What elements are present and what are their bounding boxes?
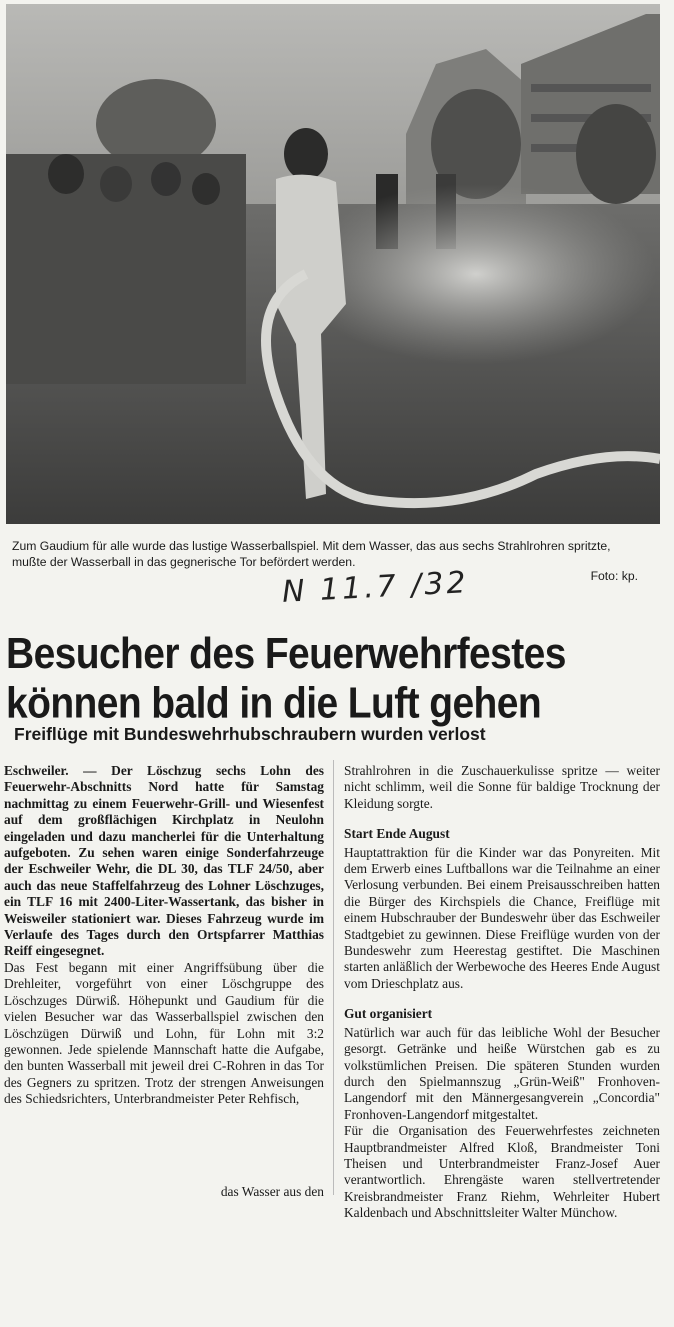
article-paragraph-continued: Strahlrohren in die Zuschauerkulisse spritze — weiter nicht schlimm, weil die Sonne für baldige Trocknung der Kleidung sorgte. [344, 763, 660, 811]
news-photo [6, 4, 660, 524]
section-text-start: Hauptattraktion für die Kinder war das Ponyreiten. Mit dem Erwerb eines Luftballons war die Teilnahme an einer Verlosung verbunden. Bei einem Preisausschreiben hatten die Bürger des Kirchspiels die Chance, Freiflüge mit einem Hubschrauber der Bundeswehr über das Eschweiler Stadtgebiet zu gewinnen. Diese Freiflüge wurden von der Bundeswehr zum Heerestag gestiftet. Die Maschinen starten anläßlich der Werbewoche des Heeres Ende August vom Drieschplatz aus. [344, 844, 660, 991]
article-column-right [344, 763, 660, 1222]
section-text-organisation: Natürlich war auch für das leibliche Wohl der Besucher gesorgt. Getränke und heiße Würstchen gab es zu volkstümlichen Preisen. Die späteren Stunden wurden durch den Spielmannszug „Grün-Weiß" Fronhoven-Langendorf mit den Männergesangverein „Concordia" Fronhoven-Langendorf mitgestaltet. [344, 1024, 660, 1122]
subheadline: Freiflüge mit Bundeswehrhubschraubern wurden verlost [14, 724, 486, 744]
headline [6, 630, 666, 729]
article-paragraph-tail: das Wasser aus den [220, 1184, 324, 1199]
headline-line-1: Besucher des Feuerwehrfestes [6, 630, 566, 679]
handwritten-note: N 11.7 /32 [281, 565, 470, 610]
section-text-organisation-2: Für die Organisation des Feuerwehrfestes zeichneten Hauptbrandmeister Alfred Kloß, Brandmeister Toni Theisen und Unterbrandmeister Franz-Josef Auer verantwortlich. Ehrengäste waren stellvertretender Kreisbrandmeister Franz Riehm, Wehrleiter Hubert Kaldenbach und Abschnittsleiter Walter Münchow. [344, 1123, 660, 1221]
section-heading-organisation: Gut organisiert [344, 1006, 433, 1022]
column-divider [333, 760, 334, 1195]
article-lead: Eschweiler. — Der Löschzug sechs Lohn des Feuerwehr-Abschnitts Nord hatte für Samstag nachmittag zu einem Feuerwehr-Grill- und Wiesenfest auf dem großflächigen Kirchplatz in Neulohn eingeladen und dazu mancherlei für die Unterhaltung aufgeboten. Zu sehen waren einige Sonderfahrzeuge der Eschweiler Wehr, die DL 30, das TLF 24/50, aber auch das neue Staffelfahrzeug des Lohner Löschzuges, ein TLF 16 mit 2400-Liter-Wassertank, das bisher in Weisweiler stationiert war. Dieses Fahrzeug wurde im Verlaufe des Tages durch den Ortspfarrer Matthias Reiff eingesegnet. [4, 763, 324, 959]
headline-line-2: können bald in die Luft gehen [6, 679, 542, 728]
photo-caption: Zum Gaudium für alle wurde das lustige Wasserballspiel. Mit dem Wasser, das aus sechs Strahlrohren spritzte, mußte der Wasserball in das gegnerische Tor befördert werden. [12, 539, 611, 569]
photo-credit: Foto: kp. [590, 569, 638, 583]
article-column-left [4, 763, 324, 1108]
section-heading-start: Start Ende August [344, 826, 450, 842]
article-paragraph: Das Fest begann mit einer Angriffsübung über die Drehleiter, vorgeführt von einer Löschgruppe des Löschzuges Dürwiß. Höhepunkt und Gaudium für die vielen Besucher war das Wasserballspiel zwischen den Löschzügen Dürwiß und Lohn, für Lohn mit 3:2 gewonnen. Jede spielende Mannschaft hatte die Aufgabe, den bunten Wasserball mit jeweil drei C-Rohren in das Tor des Gegners zu spritzen. Trotz der strengen Anweisungen des Schiedsrichters, Unterbrandmeister Peter Rehfisch, [4, 959, 324, 1107]
photo-illustration [6, 4, 660, 524]
